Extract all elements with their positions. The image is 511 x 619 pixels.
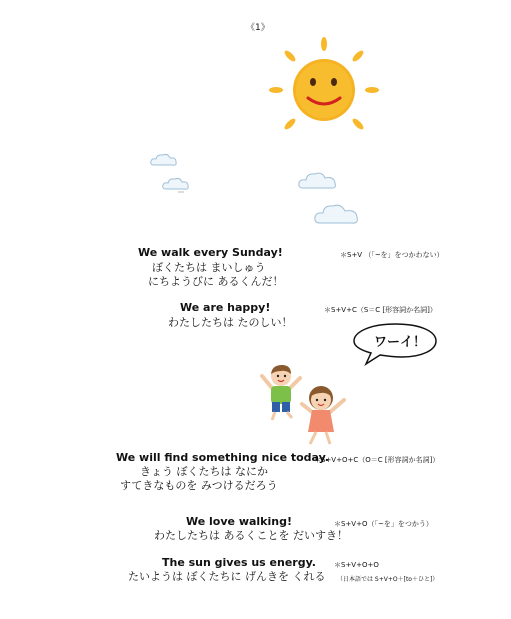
cloud-illustration — [150, 152, 178, 168]
grammar-note: ＊S+V+C（S＝C [形容詞か名詞]） — [324, 306, 437, 314]
japanese-line: きょう ぼくたちは なにか — [140, 465, 268, 478]
grammar-note: ＊S+V （「~を」をつかわない） — [340, 251, 444, 259]
grammar-note: ＊S+V+O（「~を」をつかう） — [334, 520, 433, 528]
grammar-subnote: （日本語では S+V+O＋[to＋ひと]） — [337, 576, 439, 583]
japanese-line: わたしたちは あるくことを だいすき！ — [154, 529, 348, 542]
english-sentence: The sun gives us energy. — [162, 556, 316, 569]
japanese-line: ぼくたちは まいしゅう — [152, 261, 266, 274]
japanese-line: にちようびに あるくんだ！ — [148, 275, 284, 288]
japanese-line: すてきなものを みつけるだろう — [120, 479, 278, 492]
cloud-illustration — [298, 170, 338, 192]
children-illustration — [256, 364, 356, 450]
sun-illustration — [268, 36, 380, 136]
cloud-illustration — [314, 202, 360, 228]
english-sentence: We will find something nice today. — [116, 451, 329, 464]
japanese-line: たいようは ぼくたちに げんきを くれる — [128, 570, 326, 583]
japanese-line: わたしたちは たのしい！ — [168, 316, 293, 329]
english-sentence: We love walking! — [186, 515, 292, 528]
english-sentence: We are happy! — [180, 301, 271, 314]
english-sentence: We walk every Sunday! — [138, 246, 283, 259]
page-number: 《1》 — [246, 23, 270, 33]
cloud-illustration — [162, 176, 190, 194]
grammar-note: ＊S+V+O+C（O＝C [形容詞か名詞]） — [314, 456, 440, 464]
grammar-note: ＊S+V+O+O — [334, 561, 379, 569]
speech-bubble-text: ワーイ！ — [374, 335, 427, 350]
